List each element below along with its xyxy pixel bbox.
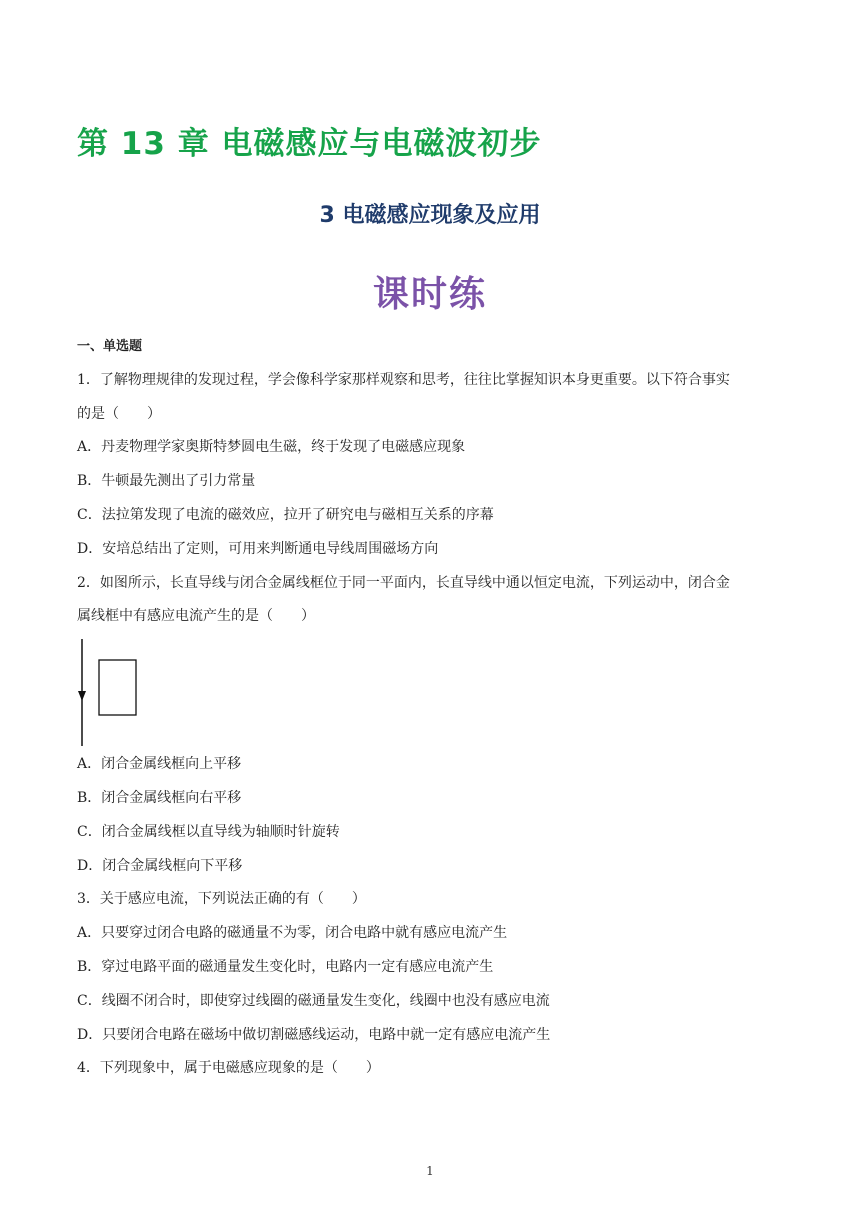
practice-title: 课时练 [372, 274, 487, 315]
closed-metal-loop [99, 660, 136, 715]
section-title: 3 电磁感应现象及应用 [319, 203, 541, 228]
question-3-option-a: A．只要穿过闭合电路的磁通量不为零，闭合电路中就有感应电流产生 [77, 925, 508, 942]
current-direction-arrow [78, 691, 86, 701]
question-1-option-c: C．法拉第发现了电流的磁效应，拉开了研究电与磁相互关系的序幕 [77, 506, 494, 523]
page-number: 1 [426, 1164, 434, 1178]
question-2-option-a: A．闭合金属线框向上平移 [77, 756, 242, 773]
question-1-stem: 1．了解物理规律的发现过程，学会像科学家那样观察和思考，往往比掌握知识本身更重要。以下符合事实 [77, 371, 730, 388]
question-2-stem-cont: 属线框中有感应电流产生的是（ ） [77, 608, 315, 625]
question-list [77, 330, 789, 1086]
question-3-option-c: C．线圈不闭合时，即使穿过线圈的磁通量发生变化，线圈中也没有感应电流 [77, 992, 550, 1009]
question-2-option-d: D．闭合金属线框向下平移 [77, 857, 243, 874]
question-1-stem-cont: 的是（ ） [77, 405, 161, 422]
question-4-stem: 4．下列现象中，属于电磁感应现象的是（ ） [77, 1060, 380, 1077]
question-1-option-d: D．安培总结出了定则，可用来判断通电导线周围磁场方向 [77, 540, 439, 557]
question-3-option-b: B．穿过电路平面的磁通量发生变化时，电路内一定有感应电流产生 [77, 958, 494, 975]
question-2-stem: 2．如图所示，长直导线与闭合金属线框位于同一平面内，长直导线中通以恒定电流，下列运动中，闭合金 [77, 574, 730, 591]
question-2-option-c: C．闭合金属线框以直导线为轴顺时针旋转 [77, 823, 340, 840]
question-3-stem: 3．关于感应电流，下列说法正确的有（ ） [77, 891, 366, 908]
question-1-option-a: A．丹麦物理学家奥斯特梦圆电生磁，终于发现了电磁感应现象 [77, 439, 466, 456]
chapter-title: 第 13 章 电磁感应与电磁波初步 [77, 126, 542, 162]
section-label: 一、单选题 [77, 339, 143, 354]
question-2-option-b: B．闭合金属线框向右平移 [77, 789, 242, 806]
question-3-option-d: D．只要闭合电路在磁场中做切割磁感线运动，电路中就一定有感应电流产生 [77, 1026, 551, 1043]
question-1-option-b: B．牛顿最先测出了引力常量 [77, 473, 256, 490]
wire-loop-figure [77, 634, 197, 748]
